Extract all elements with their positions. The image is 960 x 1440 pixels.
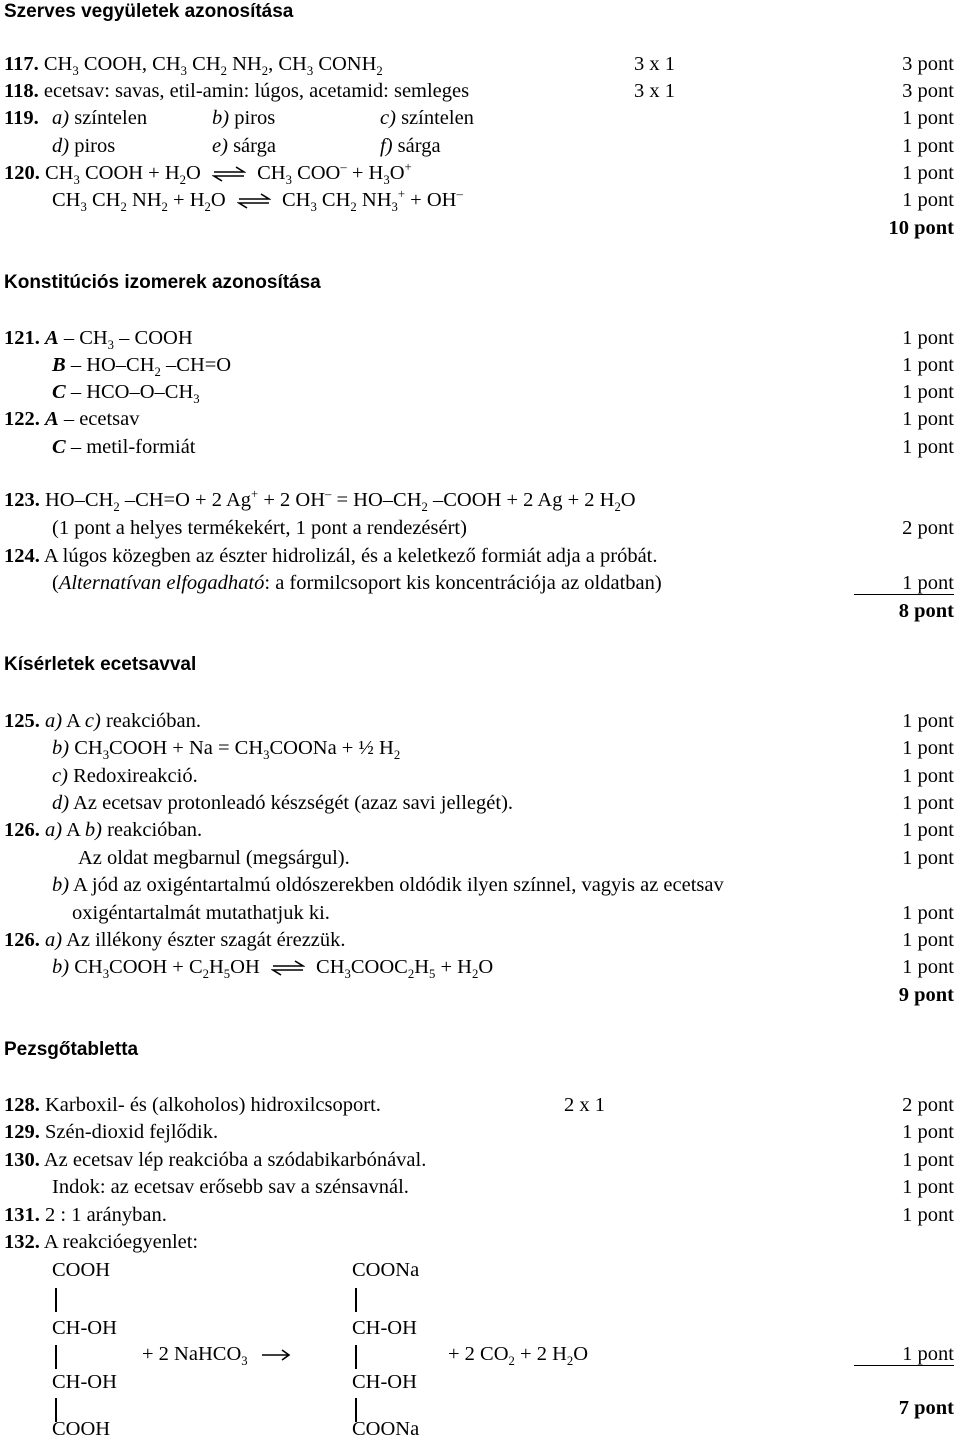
points: 1 pont xyxy=(902,956,954,978)
answer-126a-obs: Az oldat megbarnul (megsárgul). xyxy=(78,847,350,869)
bond-line xyxy=(355,1345,357,1369)
equilibrium-arrow-icon xyxy=(271,960,305,976)
points: 1 pont xyxy=(854,1344,954,1366)
item-number: 119. xyxy=(4,107,39,129)
answer-126b-cont: oxigéntartalmát mutathatjuk ki. xyxy=(72,902,330,924)
item-number: 124. xyxy=(4,545,40,567)
answer-119 xyxy=(4,108,39,129)
section-title-4: Pezsgőtabletta xyxy=(4,1039,139,1060)
points: 1 pont xyxy=(902,847,954,869)
answer-121a: 121. A – $CH_3$ – COOH xyxy=(4,327,193,353)
points: 1 pont xyxy=(854,573,954,595)
equilibrium-arrow-icon xyxy=(237,193,271,209)
points: 1 pont xyxy=(902,189,954,211)
reagent: + 2 NaHCO$_3$ xyxy=(142,1344,291,1365)
points: 1 pont xyxy=(902,1176,954,1198)
answer-131: 131. 2 : 1 arányban. xyxy=(4,1204,167,1226)
section-title-3: Kísérletek ecetsavval xyxy=(4,654,197,675)
products: + 2 $CO_2 + 2$ $H_2O$ xyxy=(448,1343,589,1369)
label: a) xyxy=(52,107,70,129)
answer-125a: 125. a) A c) reakcióban. xyxy=(4,710,201,732)
item-number: 126. xyxy=(4,819,40,841)
answer-text: A lúgos közegben az észter hidrolizál, és a keletkező formiát adja a próbát. xyxy=(43,545,658,567)
left-choh-1: CH-OH xyxy=(52,1317,117,1339)
value: piros xyxy=(69,135,116,157)
points: 1 pont xyxy=(902,710,954,732)
multiplier: 2 x 1 xyxy=(564,1094,605,1116)
answer-126a: 126. a) A b) reakcióban. xyxy=(4,819,203,841)
points: 1 pont xyxy=(902,436,954,458)
item-number: 122. xyxy=(4,408,40,430)
answer-text: ecetsav: savas, etil-amin: lúgos, acetamid: semleges xyxy=(43,80,470,102)
right-choh-2: CH-OH xyxy=(352,1371,417,1393)
answer-122a: 122. A – ecetsav xyxy=(4,408,140,430)
points: 1 pont xyxy=(902,354,954,376)
item-number: 125. xyxy=(4,710,40,732)
answer-117: 117. $CH_3$ COOH, $CH_3$ $CH_2$ $NH_2$, $CH_3$ $CONH_2$ xyxy=(4,53,383,79)
left-choh-2: CH-OH xyxy=(52,1371,117,1393)
answer-124-alt: (Alternatívan elfogadható: a formilcsoport kis koncentrációja az oldatban) xyxy=(52,572,662,594)
points: 1 pont xyxy=(902,381,954,403)
item-number: 117. xyxy=(4,53,39,75)
item-number: 121. xyxy=(4,327,40,349)
answer-130-reason: Indok: az ecetsav erősebb sav a szénsavnál. xyxy=(52,1176,409,1198)
total-points: 10 pont xyxy=(888,217,954,239)
points: 1 pont xyxy=(902,162,954,184)
right-coona-bottom: COONa xyxy=(352,1418,420,1440)
equilibrium-arrow-icon xyxy=(212,166,246,182)
points: 1 pont xyxy=(902,819,954,841)
value: színtelen xyxy=(69,107,148,129)
bond-line xyxy=(55,1288,57,1312)
item-number: 123. xyxy=(4,489,40,511)
label: b) xyxy=(212,107,230,129)
section-title-2: Konstitúciós izomerek azonosítása xyxy=(4,272,321,293)
answer-123: 123. $HO-CH_2$ –CH=O + 2 Ag+ + 2 $OH^- = HO-CH_2$ –COOH + 2 Ag + 2 $H_2O$ xyxy=(4,487,636,515)
item-number: 126. xyxy=(4,929,40,951)
points: 2 pont xyxy=(902,517,954,539)
section-title-1: Szerves vegyületek azonosítása xyxy=(4,1,294,22)
total-points: 9 pont xyxy=(898,984,954,1006)
answer-125b: b) $CH_3COOH + Na$ = $CH_3COONa$ + ½ $H_2$ xyxy=(52,737,401,763)
points: 1 pont xyxy=(902,327,954,349)
points: 2 pont xyxy=(902,1094,954,1116)
answer-121b: B – $HO-CH_2$ –CH=O xyxy=(52,354,232,380)
item-number: 131. xyxy=(4,1204,40,1226)
points: 1 pont xyxy=(902,1204,954,1226)
right-choh-1: CH-OH xyxy=(352,1317,417,1339)
left-cooh-bottom: COOH xyxy=(52,1418,111,1440)
answer-128: 128. Karboxil- és (alkoholos) hidroxilcsoport. xyxy=(4,1094,381,1116)
answer-122c: C – metil-formiát xyxy=(52,436,196,458)
item-number: 132. xyxy=(4,1231,40,1253)
points: 1 pont xyxy=(902,107,954,129)
multiplier: 3 x 1 xyxy=(634,53,675,75)
answer-119f xyxy=(380,136,441,157)
item-number: 120. xyxy=(4,162,40,184)
bond-line xyxy=(355,1288,357,1312)
answer-129: 129. Szén-dioxid fejlődik. xyxy=(4,1121,219,1143)
answer-127b: b) $CH_3COOH + C_2H_5OH$ $CH_3COOC_2H_5 + H_2O$ xyxy=(52,956,494,982)
points: 1 pont xyxy=(902,1149,954,1171)
answer-125d: d) Az ecetsav protonleadó készségét (azaz savi jellegét). xyxy=(52,792,514,814)
points: 1 pont xyxy=(902,1121,954,1143)
value: színtelen xyxy=(395,107,474,129)
points: 1 pont xyxy=(902,902,954,924)
answer-119a xyxy=(52,108,147,129)
right-coona-top: COONa xyxy=(352,1259,420,1281)
multiplier: 3 x 1 xyxy=(634,80,675,102)
item-number: 130. xyxy=(4,1149,40,1171)
value: piros xyxy=(229,107,276,129)
answer-121c: C – HCO–$O-CH_3$ xyxy=(52,381,200,407)
answer-126b: b) A jód az oxigéntartalmú oldószerekben oldódik ilyen színnel, vagyis az ecetsav xyxy=(52,874,724,896)
arrow-right-icon xyxy=(261,1348,291,1362)
answer-127a: 126. a) Az illékony észter szagát érezzük. xyxy=(4,929,346,951)
answer-text: ecetsav xyxy=(79,408,140,430)
points: 3 pont xyxy=(902,80,954,102)
value: sárga xyxy=(227,135,276,157)
points: 1 pont xyxy=(902,135,954,157)
value: sárga xyxy=(392,135,441,157)
answer-119e xyxy=(212,136,276,157)
total-points: 7 pont xyxy=(898,1397,954,1419)
item-number: 118. xyxy=(4,80,39,102)
answer-120-eq2: $CH_3$ $CH_2$ $NH_2 + H_2O$ $CH_3$ $CH_2$ $NH_3^+ + OH^-$ xyxy=(52,187,463,215)
points: 1 pont xyxy=(902,408,954,430)
points: 1 pont xyxy=(902,929,954,951)
item-number: 128. xyxy=(4,1094,40,1116)
points: 1 pont xyxy=(902,792,954,814)
alt-label: Alternatívan elfogadható xyxy=(58,572,265,594)
answer-120-eq1: 120. $CH_3$ COOH + $H_2O$ $CH_3$ $COO^- + H_3O^+$ xyxy=(4,160,412,188)
answer-119d xyxy=(52,136,115,157)
answer-125c: c) Redoxireakció. xyxy=(52,765,198,787)
answer-119b xyxy=(212,108,275,129)
answer-text: metil-formiát xyxy=(86,436,196,458)
left-cooh-top: COOH xyxy=(52,1259,111,1281)
answer-123-note: (1 pont a helyes termékekért, 1 pont a rendezésért) xyxy=(52,517,467,539)
answer-132: 132. A reakcióegyenlet: xyxy=(4,1231,199,1253)
answer-118 xyxy=(4,81,469,102)
label: f) xyxy=(380,135,393,157)
label: e) xyxy=(212,135,228,157)
total-points: 8 pont xyxy=(898,600,954,622)
label: d) xyxy=(52,135,70,157)
points: 3 pont xyxy=(902,53,954,75)
points: 1 pont xyxy=(902,737,954,759)
answer-124 xyxy=(4,546,657,567)
item-number: 129. xyxy=(4,1121,40,1143)
label: c) xyxy=(380,107,396,129)
bond-line xyxy=(55,1345,57,1369)
answer-130: 130. Az ecetsav lép reakcióba a szódabikarbónával. xyxy=(4,1149,427,1171)
answer-119c xyxy=(380,108,474,129)
points: 1 pont xyxy=(902,765,954,787)
